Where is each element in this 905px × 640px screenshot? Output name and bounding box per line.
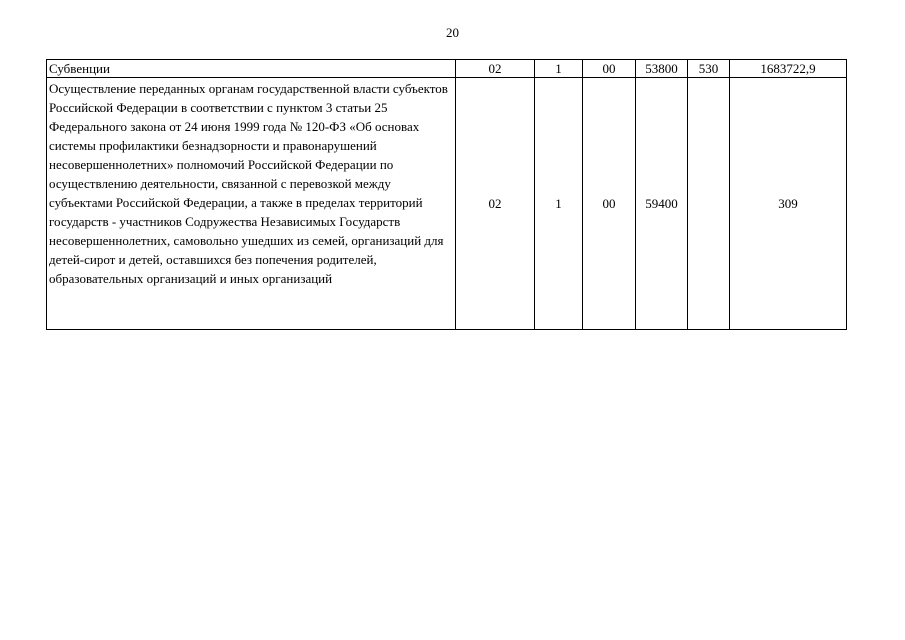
amount-value: 1683722,9 xyxy=(730,60,847,78)
subprogram-code: 00 xyxy=(583,78,636,330)
table-row xyxy=(47,60,847,78)
direction-code: 59400 xyxy=(636,78,688,330)
expense-type-code xyxy=(688,78,730,330)
section-code: 02 xyxy=(456,60,535,78)
program-code: 1 xyxy=(535,78,583,330)
direction-code: 53800 xyxy=(636,60,688,78)
program-code: 1 xyxy=(535,60,583,78)
page-number: 20 xyxy=(446,25,459,40)
row-name: Осуществление переданных органам государственной власти субъектов Российской Федерации в соответствии с пунктом 3 статьи 25 Федерального закона от 24 июня 1999 года № 120-ФЗ «Об основах системы профилактики безнадзорности и правонарушений несовершеннолетних» полномочий Российской Федерации по осуществлению деятельности, связанной с перевозкой между субъектами Российской Федерации, а также в пределах территорий государств - участников Содружества Независимых Государств несовершеннолетних, самовольно ушедших из семей, организаций для детей-сирот и детей, оставшихся без попечения родителей, образовательных организаций и иных организаций xyxy=(47,78,456,330)
row-name: Субвенции xyxy=(47,60,456,78)
amount-value: 309 xyxy=(730,78,847,330)
table-row xyxy=(47,78,847,330)
budget-table xyxy=(46,59,847,330)
subprogram-code: 00 xyxy=(583,60,636,78)
expense-type-code: 530 xyxy=(688,60,730,78)
section-code: 02 xyxy=(456,78,535,330)
